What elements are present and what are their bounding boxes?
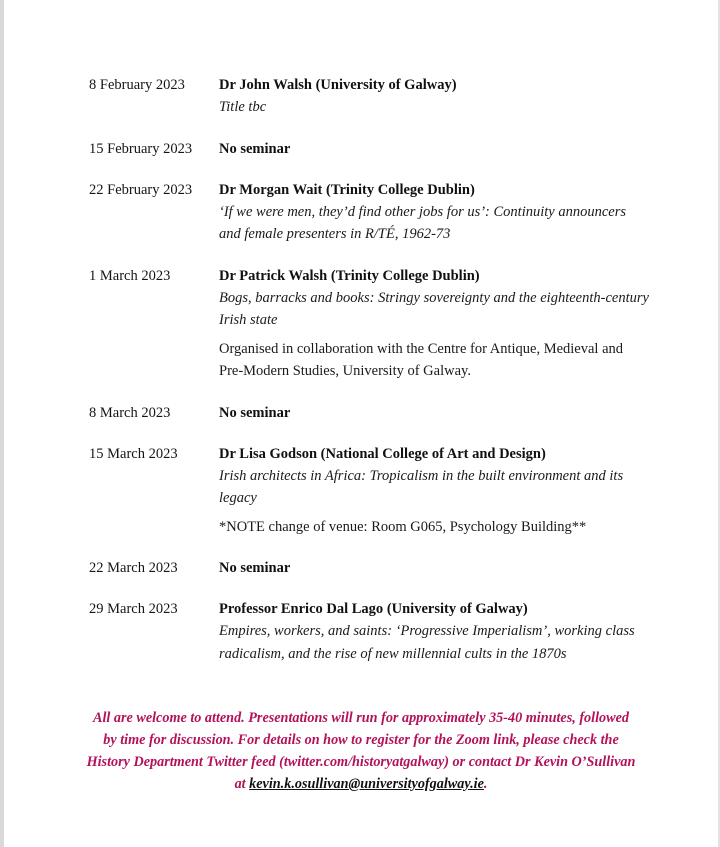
seminar-details: [219, 402, 649, 424]
page-left-edge: [0, 0, 4, 847]
speaker-affiliation: (University of Galway): [386, 601, 528, 617]
seminar-date: 15 March 2023: [89, 445, 178, 462]
seminar-details: [219, 598, 649, 665]
schedule-entry: [89, 74, 649, 119]
speaker-line: [219, 265, 649, 287]
no-seminar-label: No seminar: [219, 140, 291, 157]
seminar-date: 22 February 2023: [89, 181, 193, 198]
seminar-date: 22 March 2023: [89, 560, 178, 576]
seminar-details: [219, 179, 649, 246]
attendance-notice: [86, 707, 636, 795]
seminar-details: [219, 74, 649, 119]
venue-change-note: *NOTE change of venue: Room G065, Psychology Building**: [219, 518, 587, 535]
seminar-date: 8 February 2023: [89, 77, 185, 93]
speaker-line: [219, 598, 649, 620]
schedule-entry: [89, 265, 649, 383]
seminar-schedule: [89, 74, 649, 684]
speaker-line: [219, 74, 649, 96]
speaker-name: Dr Lisa Godson: [219, 445, 318, 462]
speaker-name: Dr Morgan Wait: [219, 181, 323, 198]
schedule-entry: [89, 598, 649, 665]
speaker-name: Dr Patrick Walsh: [219, 267, 328, 284]
speaker-name: Dr John Walsh: [219, 77, 312, 93]
contact-email-link[interactable]: kevin.k.osullivan@universityofgalway.ie: [249, 776, 484, 792]
schedule-entry: [89, 179, 649, 246]
attendance-notice-text: All are welcome to attend. Presentations will run for approximately 35-40 minutes, followed by time for discussion. For details on how to register for the Zoom link, please check the History Department Twitter feed (twitter.com/historyatgalway) or contact Dr Kevin O’Sullivan at: [86, 710, 636, 792]
schedule-entry: [89, 402, 649, 424]
speaker-line: [219, 443, 649, 465]
notice-end-punctuation: .: [483, 776, 488, 792]
talk-title: Irish architects in Africa: Tropicalism in the built environment and its legacy: [219, 467, 624, 506]
schedule-entry: [89, 138, 649, 160]
seminar-date: 8 March 2023: [89, 404, 171, 421]
speaker-name: Professor Enrico Dal Lago: [219, 601, 384, 617]
seminar-details: [219, 265, 649, 383]
talk-title: ‘If we were men, they’d find other jobs for us’: Continuity announcers and female presenters in R/TÉ, 1962-73: [219, 203, 627, 242]
seminar-details: [219, 443, 649, 539]
schedule-entry: [89, 443, 649, 539]
no-seminar-label: No seminar: [219, 404, 291, 421]
speaker-affiliation: (National College of Art and Design): [320, 445, 546, 462]
speaker-line: [219, 179, 649, 201]
seminar-date: 15 February 2023: [89, 140, 193, 157]
schedule-entry: [89, 557, 649, 579]
seminar-date: 1 March 2023: [89, 267, 171, 284]
seminar-date: 29 March 2023: [89, 601, 178, 617]
talk-title: Empires, workers, and saints: ‘Progressive Imperialism’, working class radicalism, and the rise of new millennial cults in the 1870s: [219, 623, 635, 662]
talk-title: Title tbc: [219, 99, 267, 115]
seminar-details: [219, 138, 649, 160]
speaker-affiliation: (Trinity College Dublin): [326, 181, 475, 198]
talk-title: Bogs, barracks and books: Stringy sovereignty and the eighteenth-century Irish state: [219, 289, 649, 328]
speaker-affiliation: (University of Galway): [315, 77, 457, 93]
seminar-note: Organised in collaboration with the Centre for Antique, Medieval and Pre-Modern Studies, University of Galway.: [219, 340, 624, 379]
no-seminar-label: No seminar: [219, 560, 291, 576]
speaker-affiliation: (Trinity College Dublin): [330, 267, 480, 284]
seminar-details: [219, 557, 649, 579]
